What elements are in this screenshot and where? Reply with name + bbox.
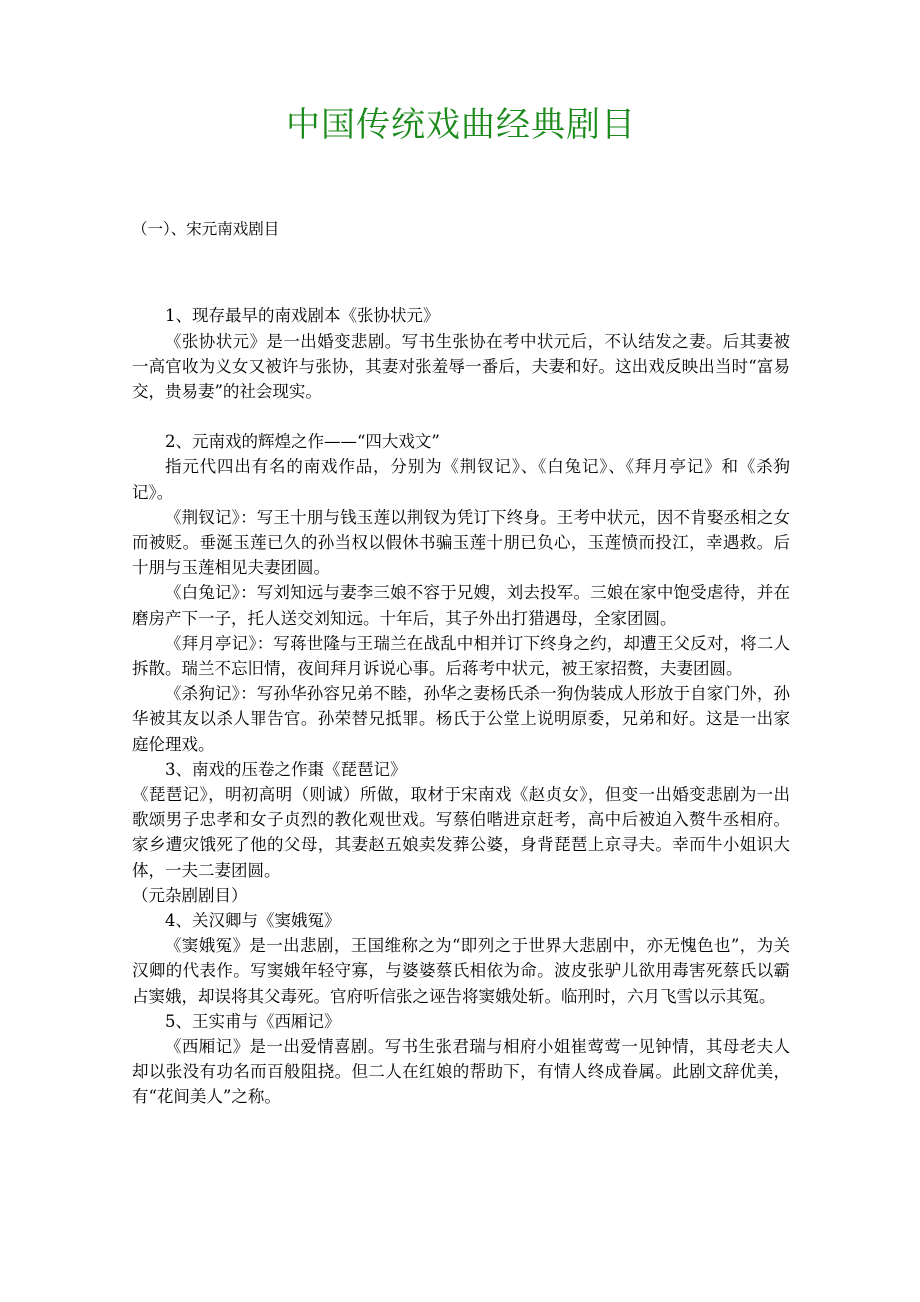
- page-title: 中国传统戏曲经典剧目: [286, 105, 636, 145]
- title-spacer: [132, 147, 790, 217]
- paragraph-sidaxiwen-list: 指元代四出有名的南戏作品，分别为《荆钗记》、《白兔记》、《拜月亭记》和《杀狗记》。: [132, 457, 790, 502]
- paragraph-pipaji-title: 3、南戏的压卷之作棗《琵琶记》: [165, 759, 407, 779]
- paragraph-gap: [132, 404, 790, 429]
- heading-spacer: [132, 241, 790, 303]
- paragraph-jingchaiji: 《荆钗记》：写王十朋与钱玉莲以荆钗为凭订下终身。王考中状元，因不肯娶丞相之女而被贬。垂涎玉莲已久的孙当权以假休书骗玉莲十朋已负心，玉莲愤而投江，幸遇救。后十朋与玉莲相见夫妻团圆。: [132, 507, 790, 578]
- paragraph-shagouji: 《杀狗记》：写孙华孙容兄弟不睦，孙华之妻杨氏杀一狗伪装成人形放于自家门外，孙华被其友以杀人罪告官。孙荣替兄抵罪。杨氏于公堂上说明原委，兄弟和好。这是一出家庭伦理戏。: [132, 684, 790, 754]
- paragraph-baiyuetingji: 《拜月亭记》：写蒋世隆与王瑞兰在战乱中相并订下终身之约，却遭王父反对，将二人拆散。瑞兰不忘旧情，夜间拜月诉说心事。后蒋考中状元，被王家招赘，夫妻团圆。: [132, 633, 790, 678]
- paragraph-xixiangji-body: 《西厢记》是一出爱情喜剧。写书生张君瑞与相府小姐崔莺莺一见钟情，其母老夫人却以张没有功名而百般阻挠。但二人在红娘的帮助下，有情人终成眷属。此剧文辞优美，有“花间美人”之称。: [132, 1036, 790, 1107]
- paragraph-sidaxiwen-title: 2、元南戏的辉煌之作——“四大戏文”: [165, 432, 440, 452]
- paragraph-baituji: 《白兔记》：写刘知远与妻李三娘不容于兄嫂，刘去投军。三娘在家中饱受虐待，并在磨房产下一子，托人送交刘知远。十年后，其子外出打猎遇母，全家团圆。: [132, 583, 790, 628]
- subsection-heading-yuanzaju: （元杂剧剧目）: [132, 885, 248, 905]
- paragraph-douecuan-body: 《窦娥冤》是一出悲剧，王国维称之为“即列之于世界大悲剧中，亦无愧色也”，为关汉卿的代表作。写窦娥年轻守寡，与婆婆蔡氏相依为命。波皮张驴儿欲用毒害死蔡氏以霸占窦娥，却误将其父毒死。官府听信张之诬告将窦娥处斩。临刑时，六月飞雪以示其冤。: [132, 936, 790, 1006]
- document-body: [132, 0, 790, 1110]
- paragraph-zhangxie-body: 《张协状元》是一出婚变悲剧。写书生张协在考中状元后，不认结发之妻。后其妻被一高官收为义女又被许与张协，其妻对张羞辱一番后，夫妻和好。这出戏反映出当时“富易交，贵易妻”的社会现实。: [132, 331, 790, 401]
- paragraph-douecuan-title: 4、关汉卿与《窦娥冤》: [165, 910, 341, 930]
- paragraph-zhangxie-title: 1、现存最早的南戏剧本《张协状元》: [165, 306, 440, 326]
- section-heading-song-yuan-nanxi: （一）、宋元南戏剧目: [132, 219, 280, 238]
- paragraph-pipaji-body: 《琵琶记》，明初高明（则诚）所做，取材于宋南戏《赵贞女》，但变一出婚变悲剧为一出歌颂男子忠孝和女子贞烈的教化观世戏。写蔡伯喈进京赶考，高中后被迫入赘牛丞相府。家乡遭灾饿死了他的父母，其妻赵五娘卖发葬公婆，身背琵琶上京寻夫。幸而牛小姐识大体，一夫二妻团圆。: [132, 784, 790, 880]
- paragraph-xixiangji-title: 5、王实甫与《西厢记》: [165, 1011, 341, 1031]
